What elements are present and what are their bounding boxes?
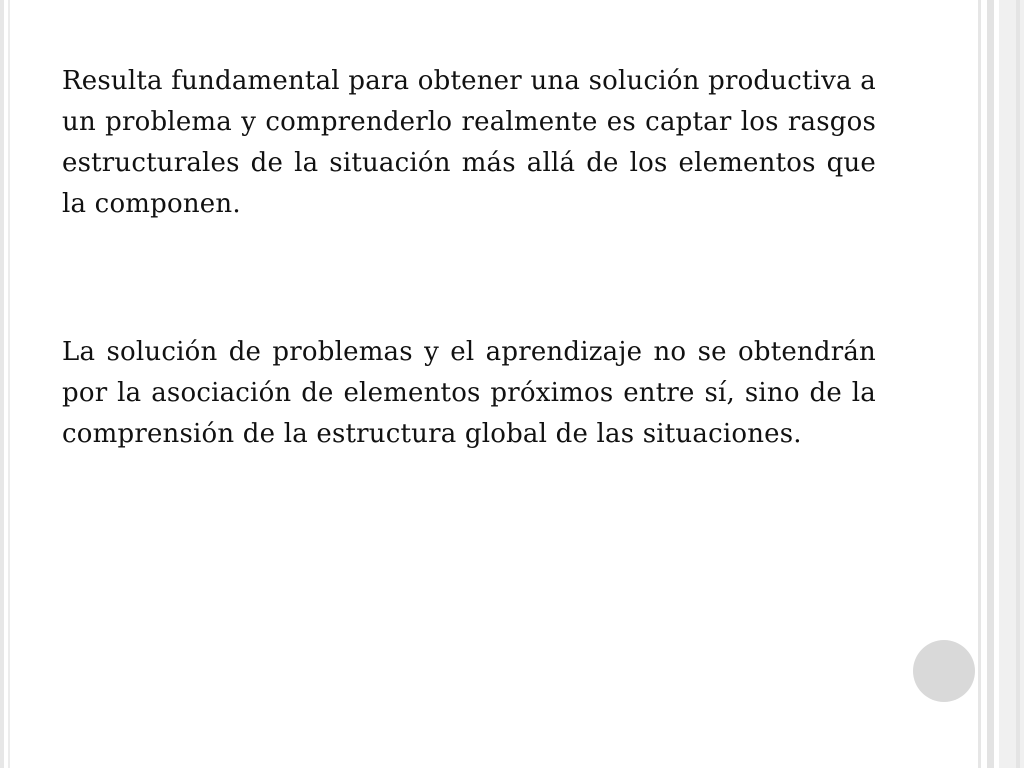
right-border-band [999,0,1024,768]
slide-body [62,61,876,455]
decorative-circle [913,640,975,702]
right-border-line-2 [987,0,994,768]
paragraph-2: La solución de problemas y el aprendizaje no se obtendrán por la asociación de elementos próximos entre sí, sino de la comprensión de la estructura global de las situaciones. [62,337,876,449]
right-border-line-3 [1016,0,1020,768]
paragraph-1: Resulta fundamental para obtener una solución productiva a un problema y comprenderlo realmente es captar los rasgos estructurales de la situación más allá de los elementos que la componen. [62,66,876,219]
left-border-line [0,0,4,768]
right-border-line-1 [978,0,981,768]
left-border-line-inner [8,0,10,768]
